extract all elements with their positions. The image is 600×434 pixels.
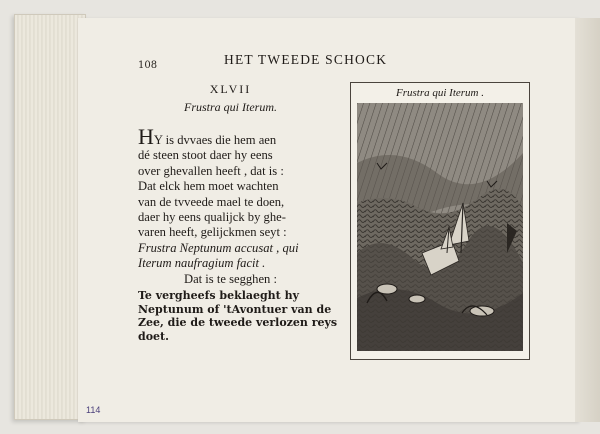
emblem-motto: Frustra qui Iterum. <box>184 100 277 114</box>
translation-intro: Dat is te segghen : <box>183 271 278 286</box>
pencil-margin-note: 114 <box>86 405 101 415</box>
engraving-plate <box>350 82 530 360</box>
page-number: 108 <box>138 60 158 71</box>
emblem-text-block <box>138 78 338 343</box>
blackletter-line-2: Neptunum of 'tAvontuer van de <box>138 302 332 316</box>
body-line-1: HY is dvvaes die hem aen <box>138 124 277 149</box>
plate-caption: Frustra qui Iterum . <box>396 87 484 99</box>
drop-cap: H <box>138 124 154 149</box>
running-head: HET TWEEDE SCHOCK <box>224 52 388 67</box>
body-line-5: van de tvveede mael te doen, <box>138 194 285 209</box>
blackletter-line-3: Zee, die de tweede verlozen reys <box>138 316 338 330</box>
latin-line-2: Iterum naufragium facit . <box>138 256 266 271</box>
shipwreck-engraving <box>357 103 523 351</box>
emblem-number: XLVII <box>209 82 252 96</box>
blackletter-line-4: doet. <box>138 329 169 343</box>
emblem-body-text <box>138 124 323 287</box>
body-line-6: daer hy eens qualijck by ghe- <box>138 210 286 225</box>
book-page-edges <box>14 14 86 420</box>
facing-page-edge <box>575 18 600 422</box>
body-line-3: over ghevallen heeft , dat is : <box>138 163 284 178</box>
blackletter-line-1: Te vergheefs beklaeght hy <box>138 289 299 303</box>
blackletter-translation <box>138 289 338 343</box>
latin-line-1: Frustra Neptunum accusat , qui <box>138 240 299 255</box>
body-line-2: dé steen stoot daer hy eens <box>138 148 273 163</box>
body-line-4: Dat elck hem moet wachten <box>138 179 279 194</box>
body-line-7: varen heeft, gelijckmen seyt : <box>138 225 287 240</box>
